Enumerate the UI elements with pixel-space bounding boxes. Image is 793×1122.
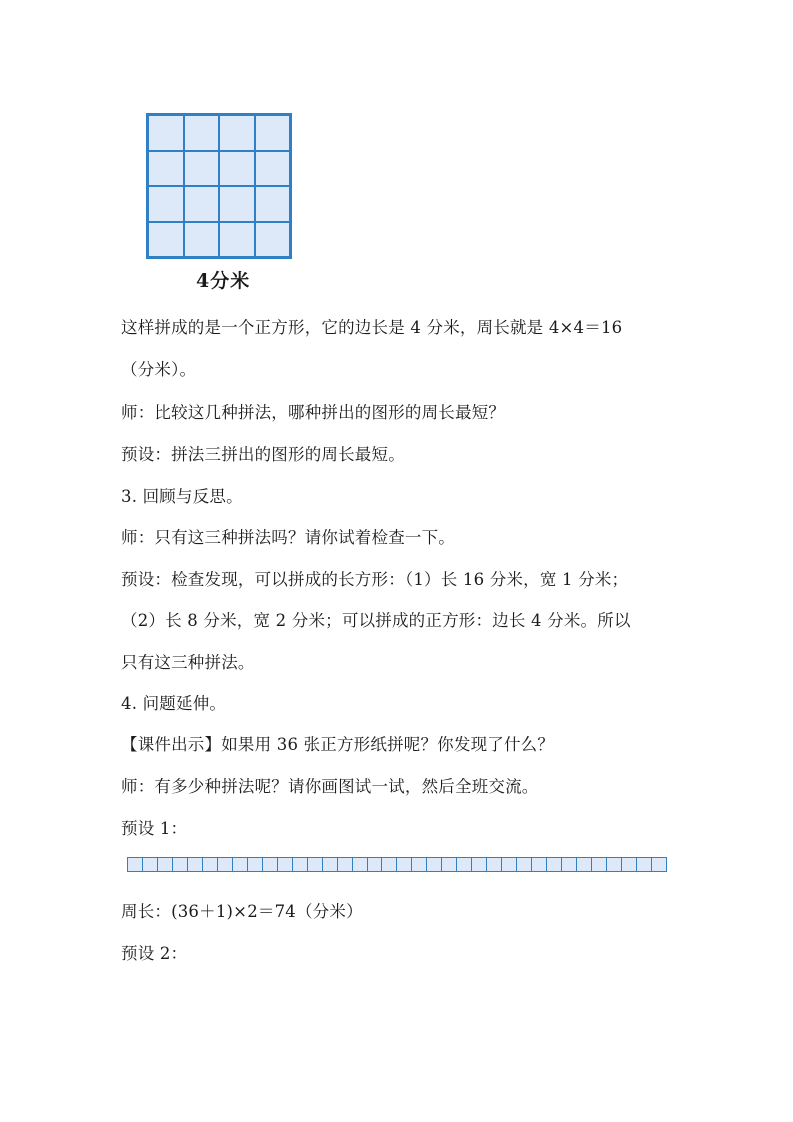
paragraph-line: 师：只有这三种拼法吗？请你试着检查一下。	[121, 528, 455, 547]
strip-square	[487, 858, 502, 871]
strip-square	[607, 858, 622, 871]
grid-square	[219, 186, 255, 222]
strip-square	[517, 858, 532, 871]
strip-square	[577, 858, 592, 871]
square-grid-figure	[146, 113, 292, 259]
grid-side-label: 4分米	[196, 270, 251, 292]
grid-square	[255, 151, 291, 187]
grid-square	[184, 115, 220, 151]
strip-square	[128, 858, 143, 871]
grid-square	[184, 151, 220, 187]
strip-square	[427, 858, 442, 871]
square-strip-figure	[127, 857, 667, 872]
strip-square	[278, 858, 293, 871]
perimeter-formula: 周长：(36＋1)×2＝74（分米）	[121, 902, 363, 921]
grid-square	[255, 222, 291, 258]
strip-square	[382, 858, 397, 871]
strip-square	[532, 858, 547, 871]
grid-square	[184, 222, 220, 258]
paragraph-line: 预设：检查发现，可以拼成的长方形：（1）长 16 分米，宽 1 分米；	[121, 570, 629, 589]
paragraph-line: 师：比较这几种拼法，哪种拼出的图形的周长最短？	[121, 403, 506, 422]
strip-square	[652, 858, 666, 871]
paragraph-line: （2）长 8 分米，宽 2 分米；可以拼成的正方形：边长 4 分米。所以	[121, 611, 631, 630]
grid-square	[148, 115, 184, 151]
strip-square	[263, 858, 278, 871]
strip-square	[622, 858, 637, 871]
strip-square	[293, 858, 308, 871]
grid-square	[219, 222, 255, 258]
strip-square	[353, 858, 368, 871]
strip-square	[203, 858, 218, 871]
strip-square	[173, 858, 188, 871]
strip-square	[442, 858, 457, 871]
strip-square	[233, 858, 248, 871]
strip-square	[158, 858, 173, 871]
paragraph-line: 预设 1：	[121, 819, 188, 838]
paragraph-line: 这样拼成的是一个正方形，它的边长是 4 分米，周长就是 4×4＝16	[121, 318, 623, 337]
strip-square	[562, 858, 577, 871]
strip-square	[472, 858, 487, 871]
grid-square	[255, 115, 291, 151]
strip-square	[397, 858, 412, 871]
strip-square	[547, 858, 562, 871]
strip-square	[412, 858, 427, 871]
grid-square	[219, 115, 255, 151]
grid-square	[148, 222, 184, 258]
paragraph-line: 预设：拼法三拼出的图形的周长最短。	[121, 445, 405, 464]
strip-square	[592, 858, 607, 871]
strip-square	[368, 858, 383, 871]
strip-square	[143, 858, 158, 871]
section-heading: 4. 问题延伸。	[121, 694, 227, 713]
grid-square	[148, 186, 184, 222]
grid-square	[148, 151, 184, 187]
paragraph-line: 师：有多少种拼法呢？请你画图试一试，然后全班交流。	[121, 777, 539, 796]
strip-square	[457, 858, 472, 871]
strip-square	[308, 858, 323, 871]
strip-square	[338, 858, 353, 871]
grid-square	[219, 151, 255, 187]
grid-square	[255, 186, 291, 222]
paragraph-line: 预设 2：	[121, 944, 188, 963]
strip-square	[323, 858, 338, 871]
paragraph-line: 只有这三种拼法。	[121, 653, 255, 672]
section-heading: 3. 回顾与反思。	[121, 487, 243, 506]
paragraph-line: 【课件出示】如果用 36 张正方形纸拼呢？你发现了什么？	[121, 735, 555, 754]
strip-square	[188, 858, 203, 871]
strip-square	[502, 858, 517, 871]
strip-square	[248, 858, 263, 871]
strip-square	[218, 858, 233, 871]
grid-square	[184, 186, 220, 222]
strip-square	[637, 858, 652, 871]
paragraph-line: （分米）。	[121, 360, 197, 379]
